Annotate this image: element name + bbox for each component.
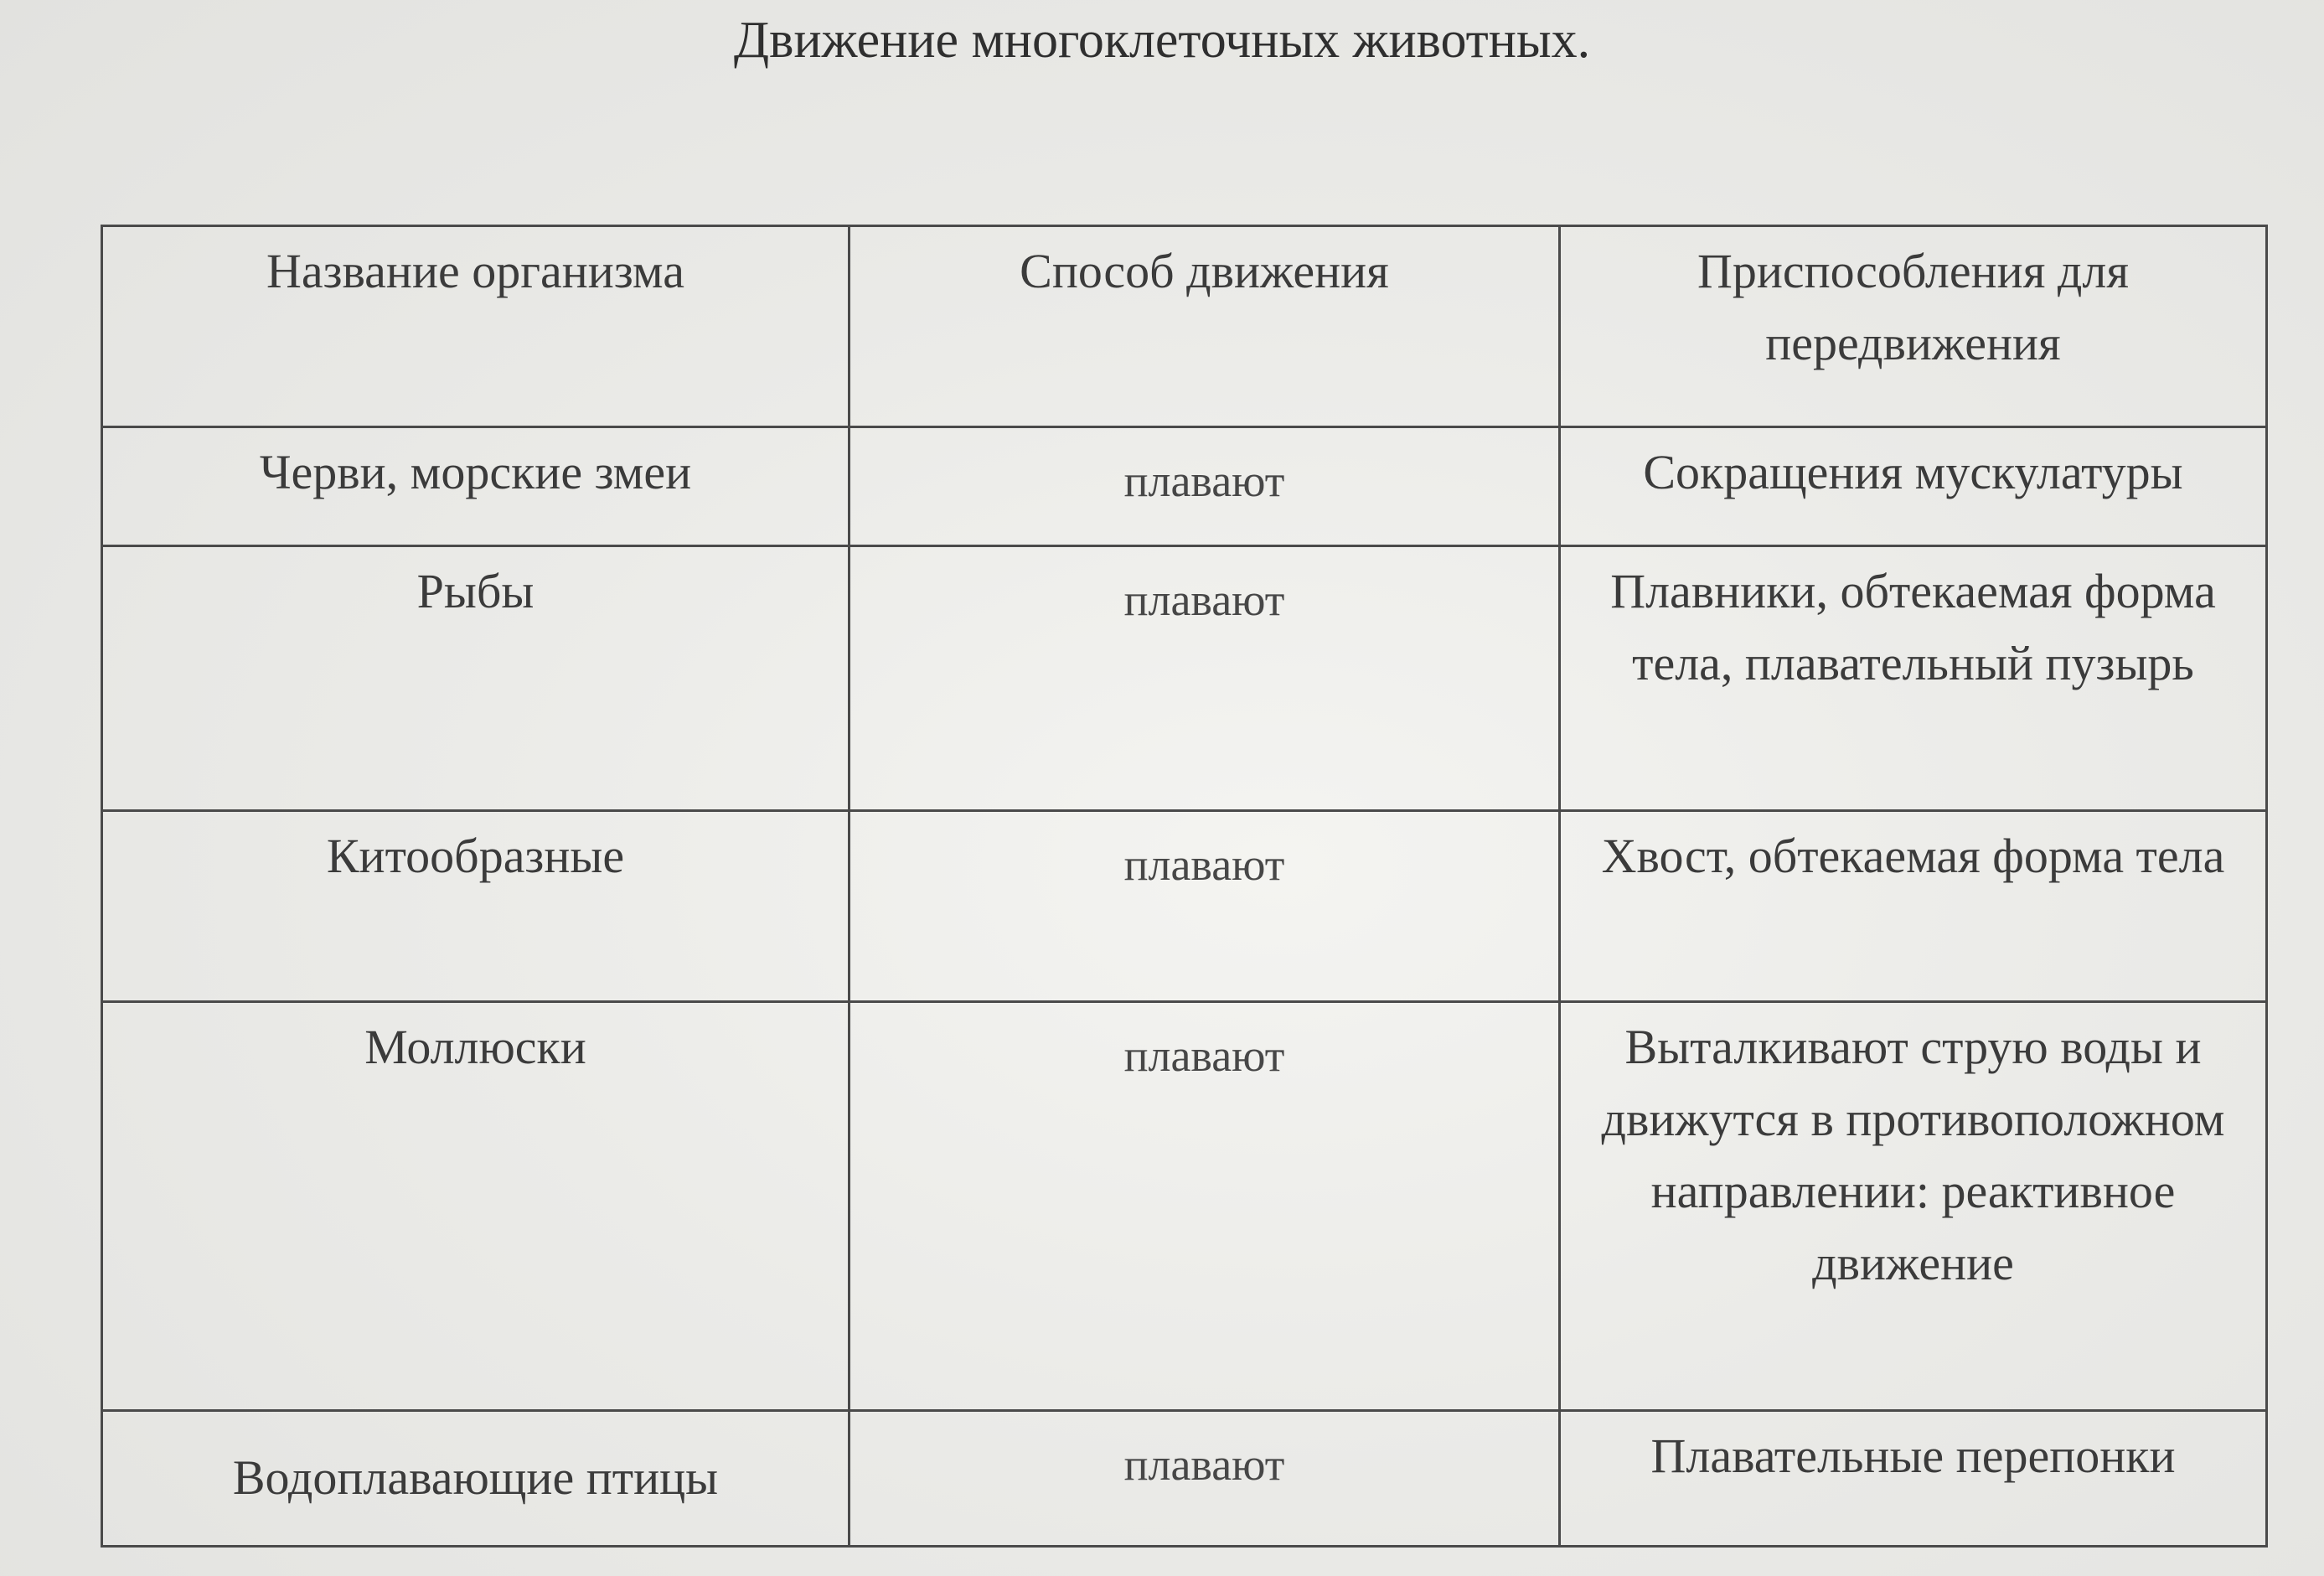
table-header-row: [102, 226, 2267, 427]
locomotion-table: [101, 225, 2268, 1548]
header-movement-adaptations: Приспособления для передвижения: [1560, 226, 2267, 427]
table-row: [102, 1411, 2267, 1547]
header-organism-name: Название организма: [102, 226, 850, 427]
cell-organism: Черви, морские змеи: [102, 427, 850, 546]
cell-organism: Рыбы: [102, 546, 850, 811]
table-container: [101, 225, 2265, 1545]
cell-adaptation: Выталкивают струю воды и движутся в противоположном направлении: реактивное движение: [1560, 1002, 2267, 1411]
table-row: [102, 1002, 2267, 1411]
cell-organism: Моллюски: [102, 1002, 850, 1411]
cell-method: плавают: [850, 1411, 1560, 1547]
cell-organism: Китообразные: [102, 811, 850, 1002]
cell-adaptation: Плавательные перепонки: [1560, 1411, 2267, 1547]
table-row: [102, 811, 2267, 1002]
cell-method: плавают: [850, 811, 1560, 1002]
table-row: [102, 546, 2267, 811]
cell-adaptation: Хвост, обтекаемая форма тела: [1560, 811, 2267, 1002]
cell-organism: Водоплавающие птицы: [102, 1411, 850, 1547]
cell-method: плавают: [850, 427, 1560, 546]
header-movement-method: Способ движения: [850, 226, 1560, 427]
cell-method: плавают: [850, 546, 1560, 811]
cell-adaptation: Плавники, обтекаемая форма тела, плавательный пузырь: [1560, 546, 2267, 811]
page-title: Движение многоклеточных животных.: [733, 12, 1591, 69]
cell-method: плавают: [850, 1002, 1560, 1411]
table-row: [102, 427, 2267, 546]
cell-adaptation: Сокращения мускулатуры: [1560, 427, 2267, 546]
